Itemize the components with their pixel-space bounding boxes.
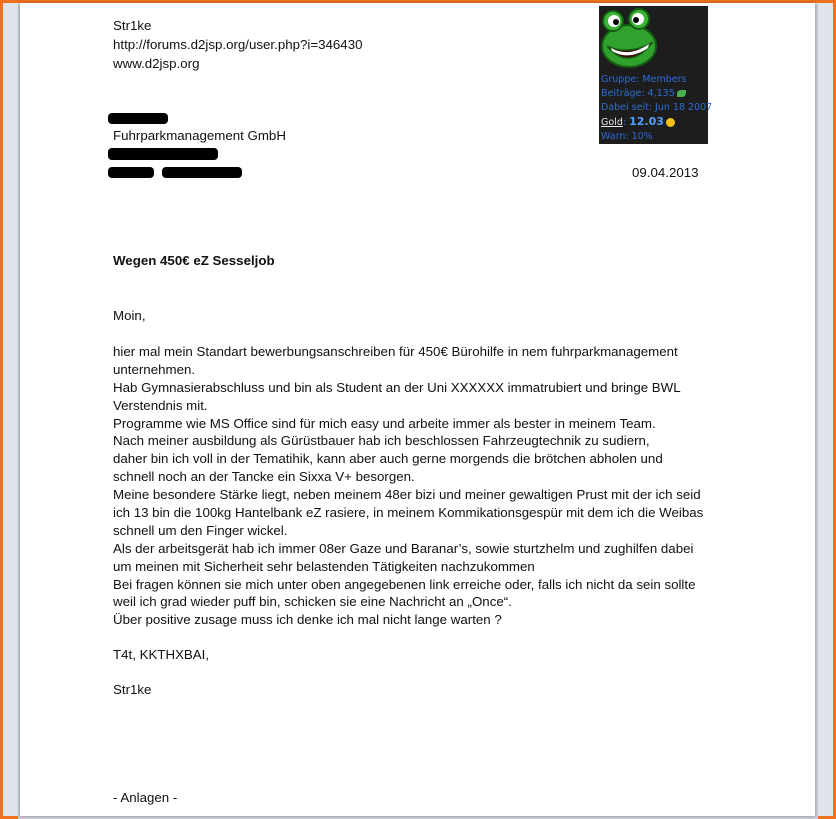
- body-line: Verstendnis mit.: [113, 397, 208, 413]
- document-page: [20, 3, 815, 816]
- body-line: hier mal mein Standart bewerbungsanschreiben für 450€ Bürohilfe in nem fuhrparkmanagement: [113, 344, 678, 359]
- redaction-bar: [108, 167, 154, 178]
- body-line: Programme wie MS Office sind für mich easy und arbeite immer als bester in meinem Team.: [113, 415, 656, 431]
- body-line: Über positive zusage muss ich denke ich mal nicht lange warten ?: [113, 612, 502, 628]
- sender-site: www.d2jsp.org: [113, 56, 200, 71]
- stat-posts: [601, 87, 712, 101]
- stat-group: Gruppe: Members: [601, 74, 687, 85]
- forum-stats: [601, 73, 712, 144]
- forum-avatar-card: [599, 6, 713, 144]
- stat-warn: Warn: 10%: [601, 131, 653, 142]
- sender-block: [113, 17, 363, 74]
- gold-coin-icon: [666, 118, 675, 127]
- recipient-company: Fuhrparkmanagement GmbH: [113, 128, 286, 143]
- redaction-bar: [162, 167, 242, 178]
- signature: Str1ke: [113, 682, 152, 697]
- redaction-bar: [108, 148, 218, 160]
- gold-label[interactable]: Gold: [601, 117, 623, 128]
- body-line: um meinen mit Sicherheit sehr belastenden Tätigkeiten nachzukommen: [113, 558, 535, 574]
- salutation: Moin,: [113, 308, 146, 323]
- body-line: schnell noch an der Tancke ein Sixxa V+ besorgen.: [113, 469, 415, 485]
- letter-date: 09.04.2013: [632, 165, 699, 180]
- sender-name: Str1ke: [113, 18, 152, 33]
- frog-avatar-icon: [599, 6, 669, 72]
- closing: T4t, KKTHXBAI,: [113, 647, 210, 662]
- body-line: weil ich grad wieder puff bin, schicken sie eine Nachricht an „Once“.: [113, 594, 512, 610]
- gold-separator: :: [622, 117, 627, 128]
- gold-value: 12.03: [629, 115, 664, 128]
- body-line: Hab Gymnasierabschluss und bin als Student an der Uni XXXXXX immatrubiert und bringe BWL: [113, 379, 681, 395]
- stat-gold: [601, 115, 712, 130]
- leaf-icon: [677, 90, 686, 97]
- body-line: Nach meiner ausbildung als Gürüstbauer hab ich beschlossen Fahrzeugtechnik zu sudiern,: [113, 433, 650, 449]
- body-line: unternehmen.: [113, 361, 196, 377]
- body-line: Bei fragen können sie mich unter oben angegebenen link erreiche oder, falls ich nicht da sein sollte: [113, 576, 696, 592]
- body-line: ich 13 bin die 100kg Hantelbank eZ rasiere, in meinem Kommikationsgespür mit dem ich die Weibas: [113, 505, 704, 521]
- body-line: schnell um den Finger wickel.: [113, 522, 288, 538]
- sender-profile-url: http://forums.d2jsp.org/user.php?i=346430: [113, 37, 363, 52]
- letter-body: [113, 343, 703, 629]
- stat-since: Dabei seit: Jun 18 2007: [601, 102, 713, 113]
- body-line: Meine besondere Stärke liegt, neben meinem 48er bizi und meiner gewaltigen Prust mit der ich seid: [113, 487, 701, 503]
- attachments-label: - Anlagen -: [113, 790, 178, 805]
- letter-subject: Wegen 450€ eZ Sesseljob: [113, 253, 275, 268]
- body-line: Als der arbeitsgerät hab ich immer 08er Gaze und Baranar’s, sowie sturtzhelm und zughilfen dabei: [113, 540, 694, 556]
- redaction-bar: [108, 113, 168, 124]
- body-line: daher bin ich voll in der Tematihik, kann aber auch gerne morgends die brötchen abholen und: [113, 451, 663, 467]
- stat-posts-text: Beiträge: 4,135: [601, 88, 675, 99]
